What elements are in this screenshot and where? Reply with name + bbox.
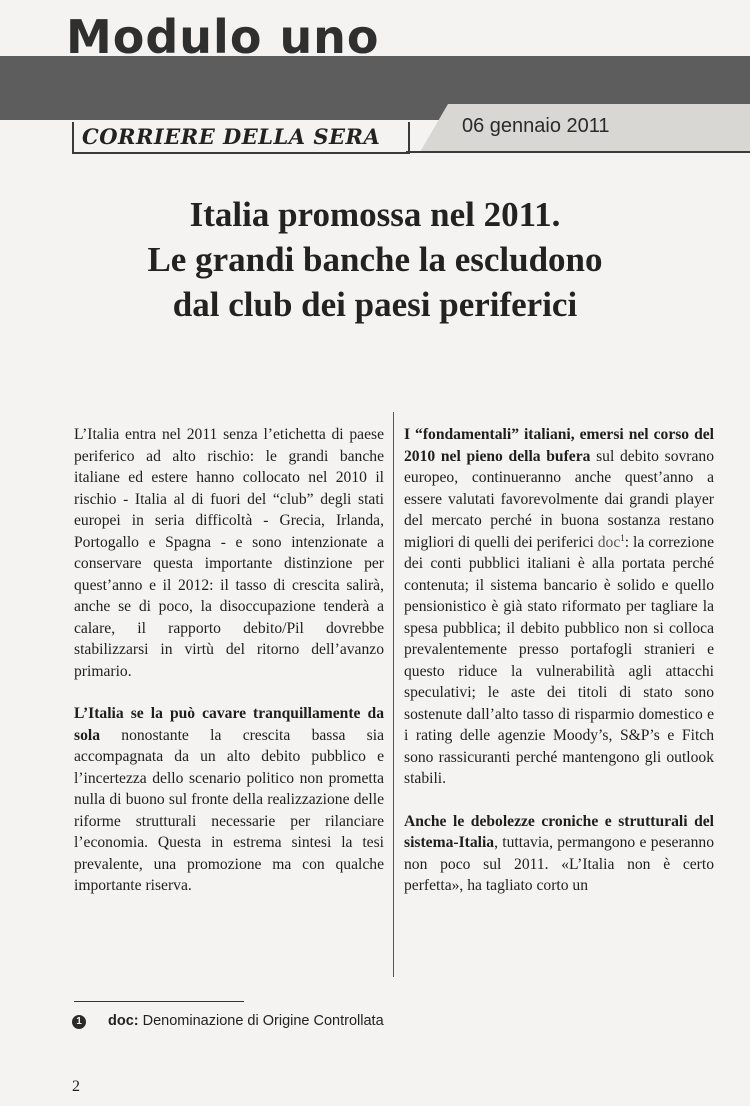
- headline-line-3: dal club dei paesi periferici: [172, 285, 578, 324]
- footnote-term: doc:: [108, 1013, 139, 1029]
- left-paragraph-2-body: nonostante la crescita bassa sia accompagnata da un alto debito pubblico e l’incertezza dello scenario politico non prometta nulla di buono sul fronte della realizzazione delle riforme strutturali necessarie per rilanciare l’economia. Questa in estrema sintesi la tesi prevalente, una promozione ma con qualche importante riserva.: [74, 726, 384, 894]
- page-number: 2: [72, 1078, 80, 1095]
- header-rule: [406, 151, 750, 153]
- right-column: [404, 424, 714, 918]
- left-paragraph-1: L’Italia entra nel 2011 senza l’etichetta di paese periferico ad alto rischio: le grandi banche italiane ed estere hanno collocato nel 2010 il rischio - Italia al di fuori del “club” degli stati europei in seria difficoltà - Grecia, Irlanda, Portogallo e Spagna - e sono intenzionate a conservare questa importante distinzione per quest’anno e il 2012: il tasso di crescita salirà, anche se di poco, la disoccupazione tenderà a calare, il rapporto debito/Pil dovrebbe stabilizzarsi in virtù del ritorno dell’avanzo primario.: [74, 426, 384, 680]
- right-paragraph-1: [404, 424, 714, 790]
- right-paragraph-1-body-b: : la correzione dei conti pubblici italiani è alla portata perché contenuta; il sistema bancario è solido e quello pensionistico è già stato riformato per tagliare la spesa pubblica; il debito pubblico non si colloca prevalentemente presso portafogli stranieri e questo riduce la vulnerabilità agli attacchi speculativi; le aste dei titoli di stato sono sostenute dall’alto tasso di risparmio domestico e i rating delle agenzie Moody’s, S&P’s e Fitch sono rassicuranti perché mantengono gli outlook stabili.: [404, 533, 714, 787]
- doc-reference: doc: [597, 533, 621, 551]
- left-column: [74, 424, 384, 918]
- footnote-rule: [74, 1001, 244, 1002]
- masthead-label: CORRIERE DELLA SERA: [82, 124, 381, 149]
- newspaper-masthead: [72, 122, 410, 154]
- footnote-marker: 1: [72, 1015, 86, 1029]
- footnote-ref: 1: [620, 532, 625, 543]
- column-divider: [393, 412, 394, 977]
- footnote-text: [108, 1013, 384, 1029]
- right-paragraph-2-body: , tuttavia, permangono e peseranno non poco sul 2011. «L’Italia non è certo perfetta», ha tagliato corto un: [404, 834, 714, 894]
- footnote-definition: Denominazione di Origine Controllata: [138, 1013, 384, 1029]
- right-paragraph-2-lead: Anche le debolezze croniche e strutturali del sistema-Italia: [404, 812, 714, 851]
- headline-line-2: Le grandi banche la escludono: [147, 240, 603, 279]
- right-paragraph-2: [404, 811, 714, 897]
- right-paragraph-1-body-a: sul debito sovrano europeo, continueranno anche quest’anno a essere valutati favorevolmente dai grandi player del mercato perché in buona sostanza restano migliori di quelli dei periferici: [404, 447, 714, 551]
- article-headline: [40, 192, 710, 327]
- article-date: 06 gennaio 2011: [462, 115, 610, 137]
- module-title: Modulo uno: [66, 14, 380, 56]
- right-paragraph-1-lead: I “fondamentali” italiani, emersi nel corso del 2010 nel pieno della bufera: [404, 426, 714, 465]
- headline-line-1: Italia promossa nel 2011.: [189, 195, 561, 234]
- left-paragraph-2-lead: L’Italia se la può cavare tranquillamente da sola: [74, 705, 384, 744]
- left-paragraph-2: [74, 703, 384, 897]
